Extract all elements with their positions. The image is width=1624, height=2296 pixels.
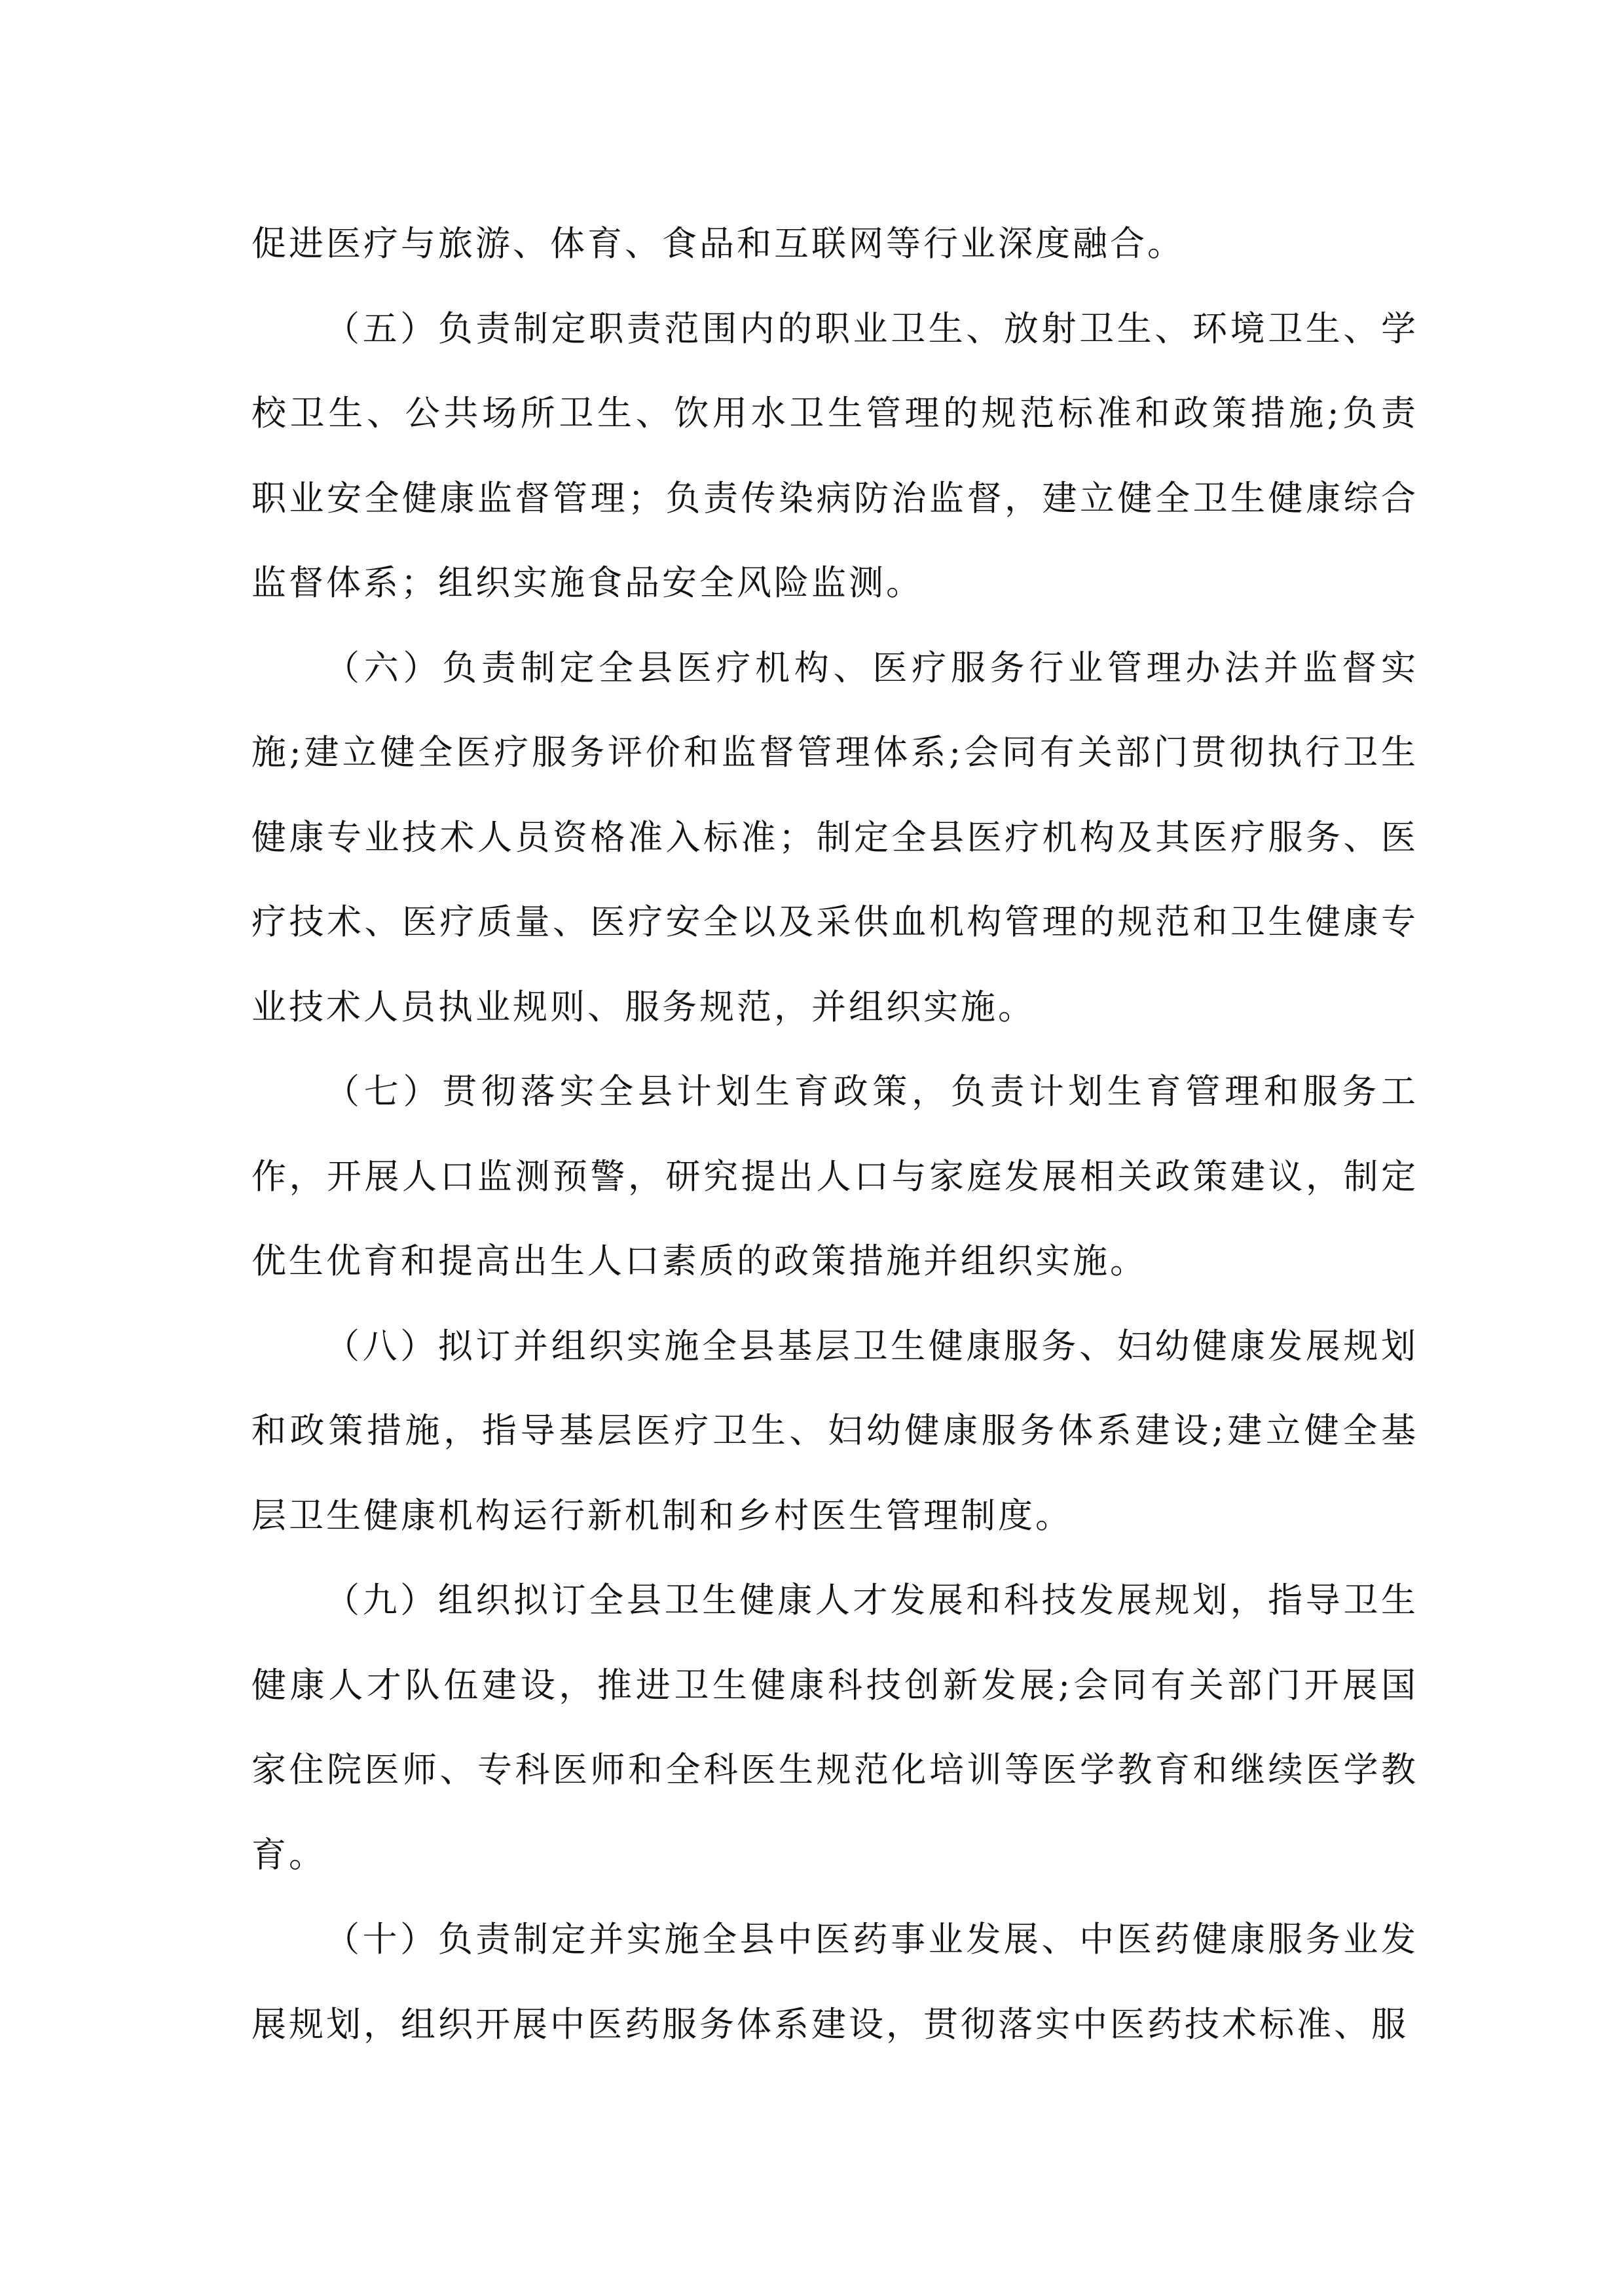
paragraph-item-5: （五）负责制定职责范围内的职业卫生、放射卫生、环境卫生、学校卫生、公共场所卫生、饮用水卫生管理的规范标准和政策措施;负责职业安全健康监督管理；负责传染病防治监督，建立健全卫生健康综合监督体系；组织实施食品安全风险监测。 (251, 308, 1418, 603)
paragraph-item-6: （六）负责制定全县医疗机构、医疗服务行业管理办法并监督实施;建立健全医疗服务评价和监督管理体系;会同有关部门贯彻执行卫生健康专业技术人员资格准入标准；制定全县医疗机构及其医疗服务、医疗技术、医疗质量、医疗安全以及采供血机构管理的规范和卫生健康专业技术人员执业规则、服务规范，并组织实施。 (251, 647, 1418, 1027)
paragraph-continuation: 促进医疗与旅游、体育、食品和互联网等行业深度融合。 (251, 224, 1185, 264)
paragraph-item-8: （八）拟订并组织实施全县基层卫生健康服务、妇幼健康发展规划和政策措施，指导基层医疗卫生、妇幼健康服务体系建设;建立健全基层卫生健康机构运行新机制和乡村医生管理制度。 (251, 1326, 1418, 1536)
document-body (251, 202, 1418, 2067)
paragraph-item-7: （七）贯彻落实全县计划生育政策，负责计划生育管理和服务工作，开展人口监测预警，研究提出人口与家庭发展相关政策建议，制定优生优育和提高出生人口素质的政策措施并组织实施。 (251, 1072, 1418, 1281)
paragraph-item-10: （十）负责制定并实施全县中医药事业发展、中医药健康服务业发展规划，组织开展中医药服务体系建设，贯彻落实中医药技术标准、服 (251, 1920, 1418, 2045)
paragraph-item-9: （九）组织拟订全县卫生健康人才发展和科技发展规划，指导卫生健康人才队伍建设，推进卫生健康科技创新发展;会同有关部门开展国家住院医师、专科医师和全科医生规范化培训等医学教育和继续医学教育。 (251, 1580, 1418, 1875)
